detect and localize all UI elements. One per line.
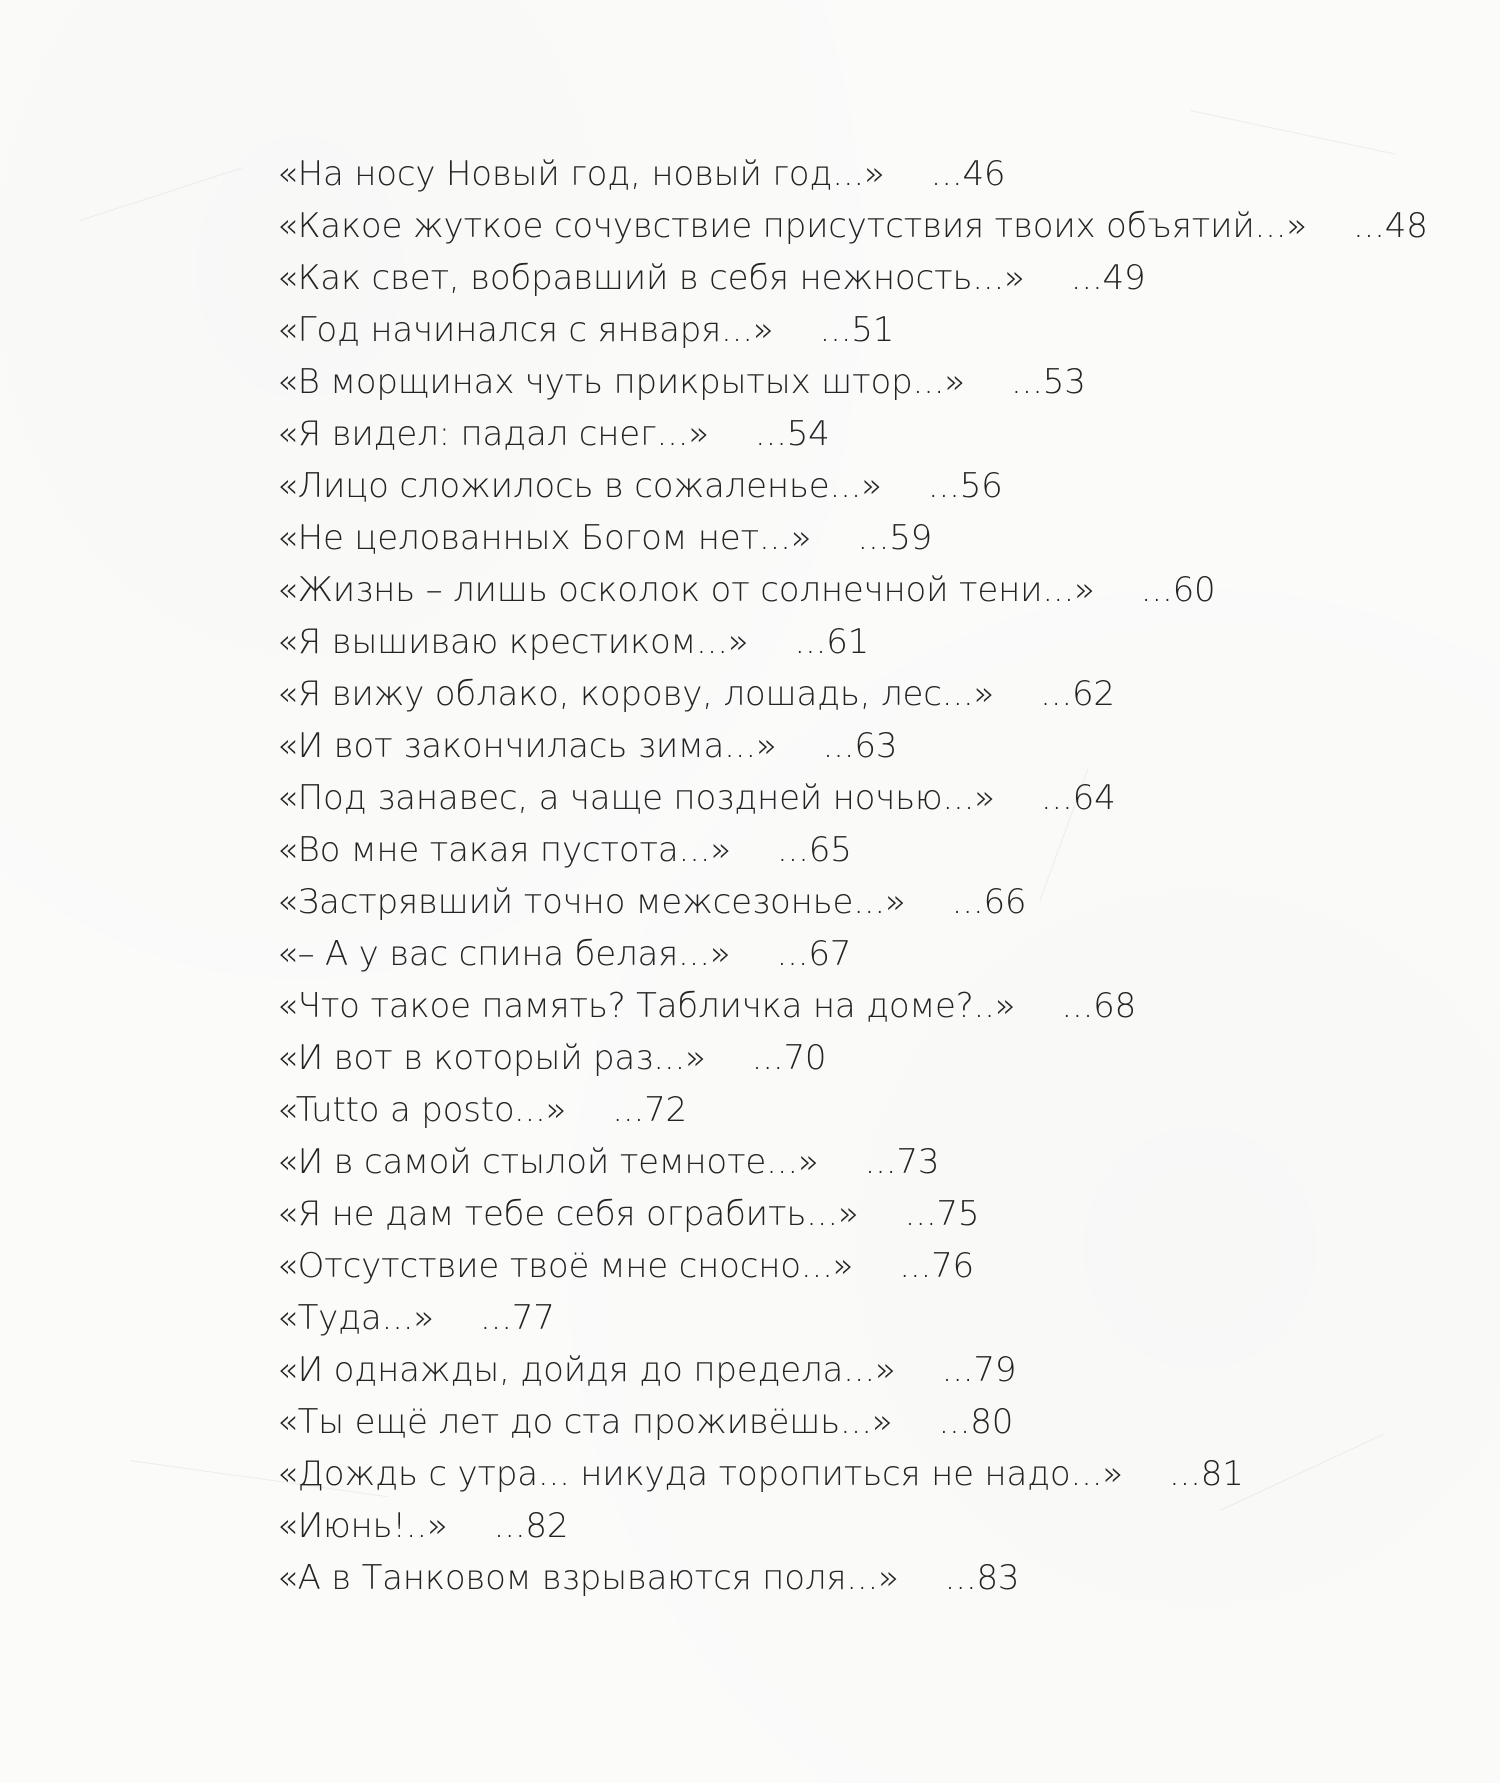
poem-title: «Лицо сложилось в сожаленье...»	[277, 466, 882, 506]
page-number: ...62	[1040, 674, 1115, 714]
page-number: ...48	[1352, 206, 1428, 246]
page-number: ...72	[612, 1090, 687, 1130]
page-number: ...61	[794, 622, 870, 662]
poem-title: «Я не дам тебе себя ограбить...»	[277, 1194, 859, 1234]
poem-title: «И в самой стылой темноте...»	[277, 1142, 819, 1182]
toc-entry	[277, 616, 1397, 668]
poem-title: «Застрявший точно межсезонье...»	[277, 882, 906, 922]
page-number: ...51	[819, 310, 895, 350]
toc-entry	[277, 1240, 1397, 1292]
toc-entry	[277, 512, 1397, 564]
page-number: ...70	[751, 1038, 827, 1078]
page-number: ...63	[822, 726, 898, 766]
toc-entry	[277, 1500, 1397, 1552]
toc-entry	[277, 304, 1397, 356]
poem-title: «Год начинался с января...»	[277, 310, 774, 350]
paper-fiber	[80, 167, 242, 220]
page-number: ...76	[899, 1246, 974, 1286]
toc-entry	[277, 460, 1397, 512]
toc-entry	[277, 408, 1397, 460]
page-number: ...82	[493, 1506, 569, 1546]
poem-title: «Я вижу облако, корову, лошадь, лес...»	[277, 674, 995, 714]
poem-title: «– А у вас спина белая...»	[277, 934, 731, 974]
page-number: ...77	[479, 1298, 555, 1338]
toc-entry	[277, 720, 1397, 772]
poem-title: «Что такое память? Табличка на доме?..»	[277, 986, 1016, 1026]
toc-entry	[277, 1396, 1397, 1448]
toc-entry	[277, 1084, 1397, 1136]
page-number: ...64	[1040, 778, 1116, 818]
page-number: ...68	[1061, 986, 1137, 1026]
poem-title: «И вот закончилась зима...»	[277, 726, 777, 766]
toc-entry	[277, 980, 1397, 1032]
page-number: ...80	[938, 1402, 1014, 1442]
poem-title: «А в Танковом взрываются поля...»	[277, 1558, 899, 1598]
poem-title: «Tutto a posto...»	[277, 1090, 567, 1130]
page-number: ...66	[951, 882, 1027, 922]
poem-title: «Туда...»	[277, 1298, 434, 1338]
toc-entry	[277, 252, 1397, 304]
toc-entry	[277, 1344, 1397, 1396]
poem-title: «Ты ещё лет до ста проживёшь...»	[277, 1402, 893, 1442]
toc-entry	[277, 1136, 1397, 1188]
toc-entry	[277, 1448, 1397, 1500]
toc-entry	[277, 876, 1397, 928]
page-number: ...49	[1070, 258, 1146, 298]
toc-entry	[277, 200, 1428, 252]
page-number: ...53	[1010, 362, 1086, 402]
table-of-contents	[277, 148, 1428, 1604]
page-number: ...75	[904, 1194, 980, 1234]
poem-title: «Я видел: падал снег...»	[277, 414, 709, 454]
page-number: ...73	[864, 1142, 940, 1182]
poem-title: «И однажды, дойдя до предела...»	[277, 1350, 896, 1390]
toc-entry	[277, 148, 1397, 200]
poem-title: «На носу Новый год, новый год...»	[277, 154, 885, 194]
page-number: ...65	[776, 830, 852, 870]
toc-entry	[277, 1188, 1397, 1240]
toc-entry	[277, 772, 1397, 824]
poem-title: «В морщинах чуть прикрытых штор...»	[277, 362, 965, 402]
poem-title: «Июнь!..»	[277, 1506, 448, 1546]
toc-entry	[277, 824, 1397, 876]
toc-entry	[277, 564, 1397, 616]
page-number: ...59	[857, 518, 933, 558]
page-number: ...79	[941, 1350, 1017, 1390]
page-number: ...60	[1140, 570, 1216, 610]
poem-title: «Отсутствие твоё мне сносно...»	[277, 1246, 854, 1286]
page-number: ...67	[776, 934, 852, 974]
page-number: ...46	[930, 154, 1006, 194]
page-number: ...54	[754, 414, 830, 454]
poem-title: «Как свет, вобравший в себя нежность...»	[277, 258, 1025, 298]
poem-title: «Какое жуткое сочувствие присутствия твоих объятий...»	[277, 206, 1307, 246]
poem-title: «Дождь с утра... никуда торопиться не надо...»	[277, 1454, 1123, 1494]
page-number: ...83	[944, 1558, 1020, 1598]
toc-entry	[277, 356, 1397, 408]
poem-title: «Во мне такая пустота...»	[277, 830, 731, 870]
page-number: ...56	[927, 466, 1003, 506]
poem-title: «Я вышиваю крестиком...»	[277, 622, 749, 662]
poem-title: «Под занавес, а чаще поздней ночью...»	[277, 778, 995, 818]
page-number: ...81	[1168, 1454, 1244, 1494]
poem-title: «Не целованных Богом нет...»	[277, 518, 812, 558]
toc-entry	[277, 928, 1397, 980]
toc-entry	[277, 1552, 1397, 1604]
toc-entry	[277, 1292, 1397, 1344]
poem-title: «И вот в который раз...»	[277, 1038, 706, 1078]
toc-entry	[277, 1032, 1397, 1084]
poem-title: «Жизнь – лишь осколок от солнечной тени...»	[277, 570, 1095, 610]
toc-entry	[277, 668, 1397, 720]
